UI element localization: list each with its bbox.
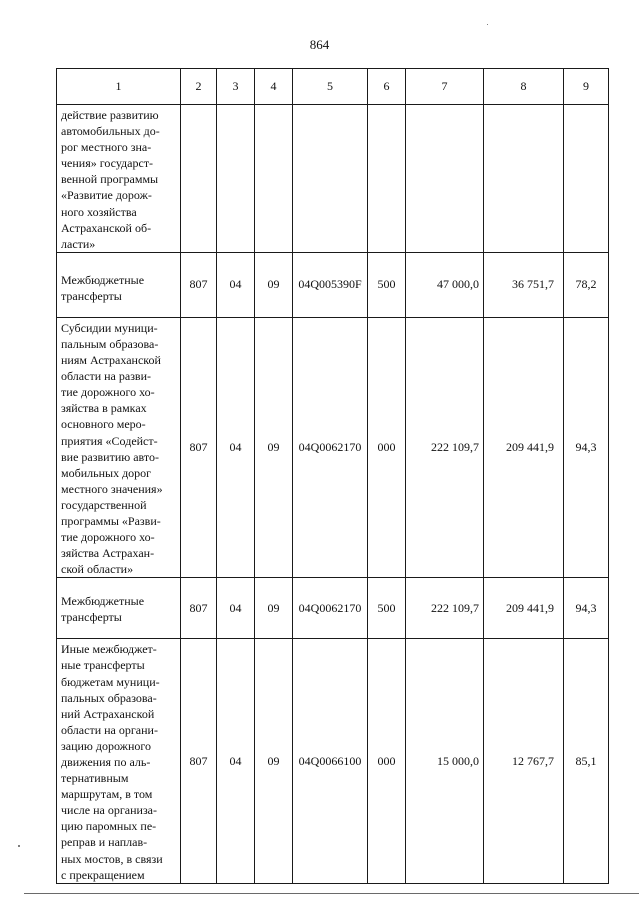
description-line: ласти»: [61, 236, 96, 251]
column-header: 1: [57, 69, 181, 105]
page-bottom-rule: [24, 893, 639, 894]
description-line: основного меро-: [61, 417, 146, 432]
description-line: области на органи-: [61, 722, 158, 737]
table-row: [57, 639, 609, 883]
description-line: чения» государст-: [61, 156, 154, 171]
cell-admin-code: 807: [181, 252, 217, 317]
description-line: пальным образова-: [61, 336, 159, 351]
description-line: Межбюджетные: [61, 594, 145, 609]
description-line: ных мостов, в связи: [61, 851, 163, 866]
cell-actual-amount: [484, 105, 564, 253]
row-description: [57, 317, 181, 578]
cell-target-article: 04Q005390F: [293, 252, 368, 317]
description-line: с прекращением: [61, 867, 145, 882]
cell-subsection: 09: [255, 317, 293, 578]
cell-actual-amount: 209 441,9: [484, 578, 564, 639]
cell-subsection: 09: [255, 639, 293, 883]
description-line: рог местного зна-: [61, 140, 152, 155]
cell-section: 04: [217, 317, 255, 578]
description-line: программы «Разви-: [61, 513, 161, 528]
description-line: бюджетам муници-: [61, 674, 160, 689]
column-header: 5: [293, 69, 368, 105]
cell-planned-amount: 222 109,7: [406, 317, 484, 578]
description-line: Субсидии муници-: [61, 320, 158, 335]
cell-section: 04: [217, 639, 255, 883]
description-line: автомобильных до-: [61, 124, 160, 139]
table-row: [57, 105, 609, 253]
cell-section: [217, 105, 255, 253]
description-line: зяйства Астрахан-: [61, 546, 155, 561]
cell-admin-code: 807: [181, 578, 217, 639]
description-line: ниям Астраханской: [61, 353, 161, 368]
cell-percent: 94,3: [564, 317, 609, 578]
description-line: приятия «Содейст-: [61, 433, 158, 448]
row-description: [57, 578, 181, 639]
description-line: движения по аль-: [61, 755, 151, 769]
description-line: Межбюджетные: [61, 272, 145, 287]
cell-expense-type: [368, 105, 406, 253]
cell-expense-type: 000: [368, 317, 406, 578]
description-line: ской области»: [61, 562, 134, 577]
cell-subsection: [255, 105, 293, 253]
page-number: 864: [309, 37, 330, 52]
description-line: зяйства в рамках: [61, 401, 147, 416]
description-line: тернативным: [61, 771, 129, 786]
cell-target-article: 04Q0062170: [293, 317, 368, 578]
cell-percent: 85,1: [564, 639, 609, 883]
row-description: [57, 639, 181, 883]
scan-speck: [487, 24, 488, 25]
table-row: [57, 252, 609, 317]
cell-percent: [564, 105, 609, 253]
description-line: маршрутам, в том: [61, 787, 153, 802]
cell-planned-amount: [406, 105, 484, 253]
cell-planned-amount: 15 000,0: [406, 639, 484, 883]
cell-percent: 78,2: [564, 252, 609, 317]
description-line: действие развитию: [61, 108, 159, 122]
row-description: [57, 252, 181, 317]
table-row: [57, 578, 609, 639]
row-description: [57, 105, 181, 253]
cell-target-article: [293, 105, 368, 253]
scan-speck: [18, 845, 20, 847]
column-header: 7: [406, 69, 484, 105]
cell-expense-type: 500: [368, 578, 406, 639]
column-header: 2: [181, 69, 217, 105]
cell-section: 04: [217, 578, 255, 639]
cell-planned-amount: 222 109,7: [406, 578, 484, 639]
cell-admin-code: [181, 105, 217, 253]
description-line: вие развитию авто-: [61, 449, 159, 464]
description-line: ний Астраханской: [61, 706, 155, 721]
description-line: местного значения»: [61, 481, 163, 496]
description-line: реправ и наплав-: [61, 835, 148, 850]
cell-percent: 94,3: [564, 578, 609, 639]
description-line: ные трансферты: [61, 658, 145, 673]
table-row: [57, 317, 609, 578]
cell-actual-amount: 209 441,9: [484, 317, 564, 578]
description-line: пальных образова-: [61, 690, 157, 705]
description-line: мобильных дорог: [61, 465, 152, 480]
description-line: области на разви-: [61, 369, 152, 384]
cell-expense-type: 000: [368, 639, 406, 883]
description-line: Астраханской об-: [61, 220, 152, 235]
cell-planned-amount: 47 000,0: [406, 252, 484, 317]
cell-target-article: 04Q0066100: [293, 639, 368, 883]
description-line: венной программы: [61, 172, 159, 187]
column-header: 4: [255, 69, 293, 105]
description-line: зацию дорожного: [61, 738, 152, 753]
cell-actual-amount: 36 751,7: [484, 252, 564, 317]
cell-expense-type: 500: [368, 252, 406, 317]
cell-subsection: 09: [255, 578, 293, 639]
description-line: трансферты: [61, 288, 122, 303]
budget-table: [56, 68, 609, 884]
description-line: трансферты: [61, 610, 122, 625]
description-line: тие дорожного хо-: [61, 530, 155, 545]
description-line: тие дорожного хо-: [61, 385, 155, 400]
description-line: ного хозяйства: [61, 204, 137, 219]
cell-target-article: 04Q0062170: [293, 578, 368, 639]
column-header: 3: [217, 69, 255, 105]
description-line: государственной: [61, 497, 147, 512]
cell-admin-code: 807: [181, 639, 217, 883]
description-line: цию паромных пе-: [61, 819, 157, 834]
column-header: 6: [368, 69, 406, 105]
description-line: числе на организа-: [61, 803, 157, 818]
column-header: 8: [484, 69, 564, 105]
cell-admin-code: 807: [181, 317, 217, 578]
cell-section: 04: [217, 252, 255, 317]
table-header-row: [57, 69, 609, 105]
cell-actual-amount: 12 767,7: [484, 639, 564, 883]
cell-subsection: 09: [255, 252, 293, 317]
description-line: «Развитие дорож-: [61, 188, 152, 203]
description-line: Иные межбюджет-: [61, 642, 157, 657]
column-header: 9: [564, 69, 609, 105]
